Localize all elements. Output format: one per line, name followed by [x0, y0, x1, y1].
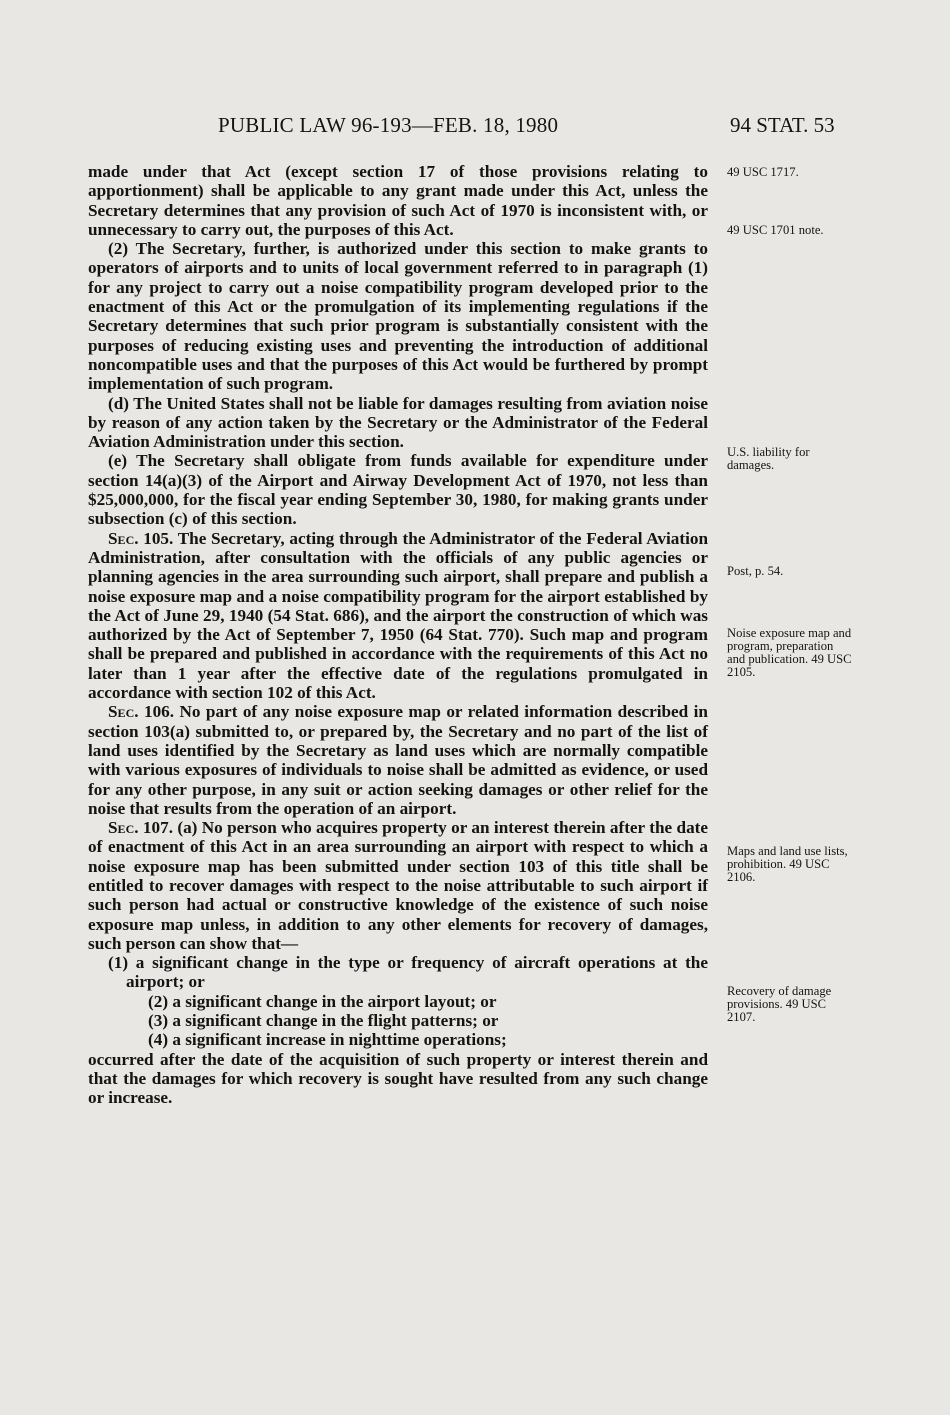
- section-107-text: 107. (a) No person who acquires property or an interest therein after the date of enactment of this Act in an area surrounding an airport with respect to which a noise exposure map has been submitted under section 103 of this title shall be entitled to recover damages with respect to the noise attributable to such airport if such person had actual or constructive knowledge of the existence of such noise exposure map unless, in addition to any other elements for recovery of damages, such person can show that—: [88, 818, 709, 953]
- margin-note: Post, p. 54.: [727, 564, 784, 578]
- statute-page-number: 94 STAT. 53: [730, 113, 835, 137]
- list-item: (4) a significant increase in nighttime operations;: [148, 1030, 507, 1050]
- paragraph-closing: occurred after the date of the acquisition of such property or interest therein and that the damages for which recovery is sought have resulted from any such change or increase.: [88, 1049, 708, 1108]
- list-item: (2) a significant change in the airport layout; or: [148, 991, 497, 1011]
- paragraph-grants-prior-programs: (2) The Secretary, further, is authorized under this section to make grants to operators of airports and to units of local government referred to in paragraph (1) for any project to carry out a noise compatibility program developed prior to the enactment of this Act or the promulgation of its implementing regulations if the Secretary determines that such prior program is substantially consistent with the purposes of reducing existing uses and preventing the introduction of additional noncompatible uses and that the purposes of this Act would be furthered by prompt implementation of such program.: [88, 239, 708, 394]
- paragraph-continuation: made under that Act (except section 17 of those provisions relating to apportionment) shall be applicable to any grant made under this Act, unless the Secretary determines that any provision of such Act of 1970 is inconsistent with, or unnecessary to carry out, the purposes of this Act.: [88, 162, 708, 239]
- margin-note: 49 USC 1717.: [727, 165, 799, 179]
- section-107: [88, 818, 708, 953]
- running-header: PUBLIC LAW 96-193—FEB. 18, 1980: [218, 113, 559, 137]
- margin-note: U.S. liability for damages.: [727, 445, 810, 472]
- margin-note: 49 USC 1701 note.: [727, 223, 824, 237]
- section-label: Sec.: [108, 702, 139, 722]
- section-106-text: 106. No part of any noise exposure map or related information described in section 103(a) submitted to, or prepared by, the Secretary and no part of the list of land uses identified by the Secretary as land uses which are normally compatible with various exposures of individuals to noise shall be admitted as evidence, or used for any other purpose, in any suit or action seeking damages or other relief for the noise that results from the operation of an airport.: [88, 702, 708, 818]
- margin-note: Recovery of damage provisions. 49 USC 2107.: [727, 984, 832, 1024]
- list-item: (1) a significant change in the type or frequency of aircraft operations at the airport; or: [108, 953, 708, 992]
- paragraph-obligation: (e) The Secretary shall obligate from funds available for expenditure under section 14(a)(3) of the Airport and Airway Development Act of 1970, not less than $25,000,000, for the fiscal year ending September 30, 1980, for making grants under subsection (c) of this section.: [88, 451, 708, 529]
- margin-note: Noise exposure map and program, preparation and publication. 49 USC 2105.: [727, 626, 852, 679]
- list-item: (3) a significant change in the flight patterns; or: [148, 1011, 499, 1031]
- section-105: [88, 529, 708, 703]
- section-106: [88, 702, 708, 818]
- paragraph-liability: (d) The United States shall not be liable for damages resulting from aviation noise by reason of any action taken by the Secretary or the Administrator of the Federal Aviation Administration under this section.: [88, 393, 708, 452]
- section-label: Sec.: [108, 528, 139, 548]
- section-105-text: 105. The Secretary, acting through the Administrator of the Federal Aviation Administration, after consultation with the officials of any public agencies or planning agencies in the area surrounding such airport, shall prepare and publish a noise exposure map and a noise compatibility program for the airport established by the Act of June 29, 1940 (54 Stat. 686), and the airport the construction of which was authorized by the Act of September 7, 1950 (64 Stat. 770). Such map and program shall be prepared and published in accordance with the requirements of this Act no later than 1 year after the effective date of the regulations promulgated in accordance with section 102 of this Act.: [88, 528, 709, 703]
- margin-note: Maps and land use lists, prohibition. 49 USC 2106.: [727, 844, 848, 884]
- section-label: Sec.: [108, 818, 139, 838]
- body-text: [88, 162, 708, 1108]
